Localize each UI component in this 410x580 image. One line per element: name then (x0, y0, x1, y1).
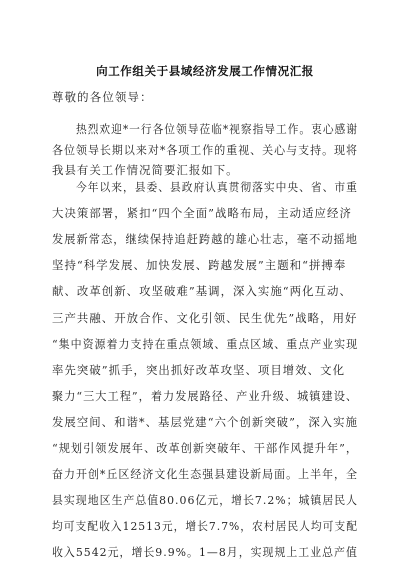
paragraph-1-line: 我县有关工作情况简要汇报如下。 (52, 163, 239, 177)
paragraph-2-line: 均可支配收入12513元，增长7.7%，农村居民人均可支配 (52, 519, 358, 534)
paragraph-2-line: 率先突破”抓手，突出抓好改革攻坚、项目增效、文化 (52, 362, 346, 377)
paragraph-2-line: 今年以来，县委、县政府认真贯彻落实中央、省、市重 (76, 180, 358, 194)
paragraph-1-line: 各位领导长期以来对*各项工作的重视、关心与支持。现将 (52, 142, 359, 157)
paragraph-2-line: 发展空间、和谐*、基层党建“六个创新突破”，深入实施 (52, 414, 359, 429)
paragraph-2-line: 大决策部署，紧扣“四个全面”战略布局，主动适应经济 (52, 206, 352, 221)
paragraph-2-line: “集中资源着力支持在重点领域、重点区域、重点产业实现 (52, 336, 359, 351)
paragraph-2-line: 收入5542元，增长9.9%。1—8月，实现规上工业总产值 (52, 545, 358, 560)
paragraph-2-line: 坚持“科学发展、加快发展、跨越发展”主题和“拼搏奉 (52, 258, 347, 273)
paragraph-2-line: 县实现地区生产总值80.06亿元，增长7.2%；城镇居民人 (52, 493, 359, 508)
paragraph-2-line: 奋力开创*丘区经济文化生态强县建设新局面。上半年，全 (52, 467, 359, 482)
paragraph-2-line: 聚力“三大工程”，着力发展路径、产业升级、城镇建设、 (52, 388, 359, 403)
paragraph-1-line: 热烈欢迎*一行各位领导莅临*视察指导工作。衷心感谢 (76, 122, 358, 136)
paragraph-2-line: 献、改革创新、攻坚破难”基调，深入实施“两化互动、 (52, 284, 352, 299)
paragraph-2-line: 三产共融、开放合作、文化引领、民生优先”战略，用好 (52, 310, 358, 325)
paragraph-2-line: “规划引领发展年、改革创新突破年、干部作风提升年”， (52, 441, 359, 455)
paragraph-2-line: 发展新常态，继续保持追赶跨越的雄心壮志，毫不动摇地 (52, 232, 359, 247)
greeting: 尊敬的各位领导： (52, 90, 153, 104)
document-title: 向工作组关于县域经济发展工作情况汇报 (96, 64, 314, 78)
